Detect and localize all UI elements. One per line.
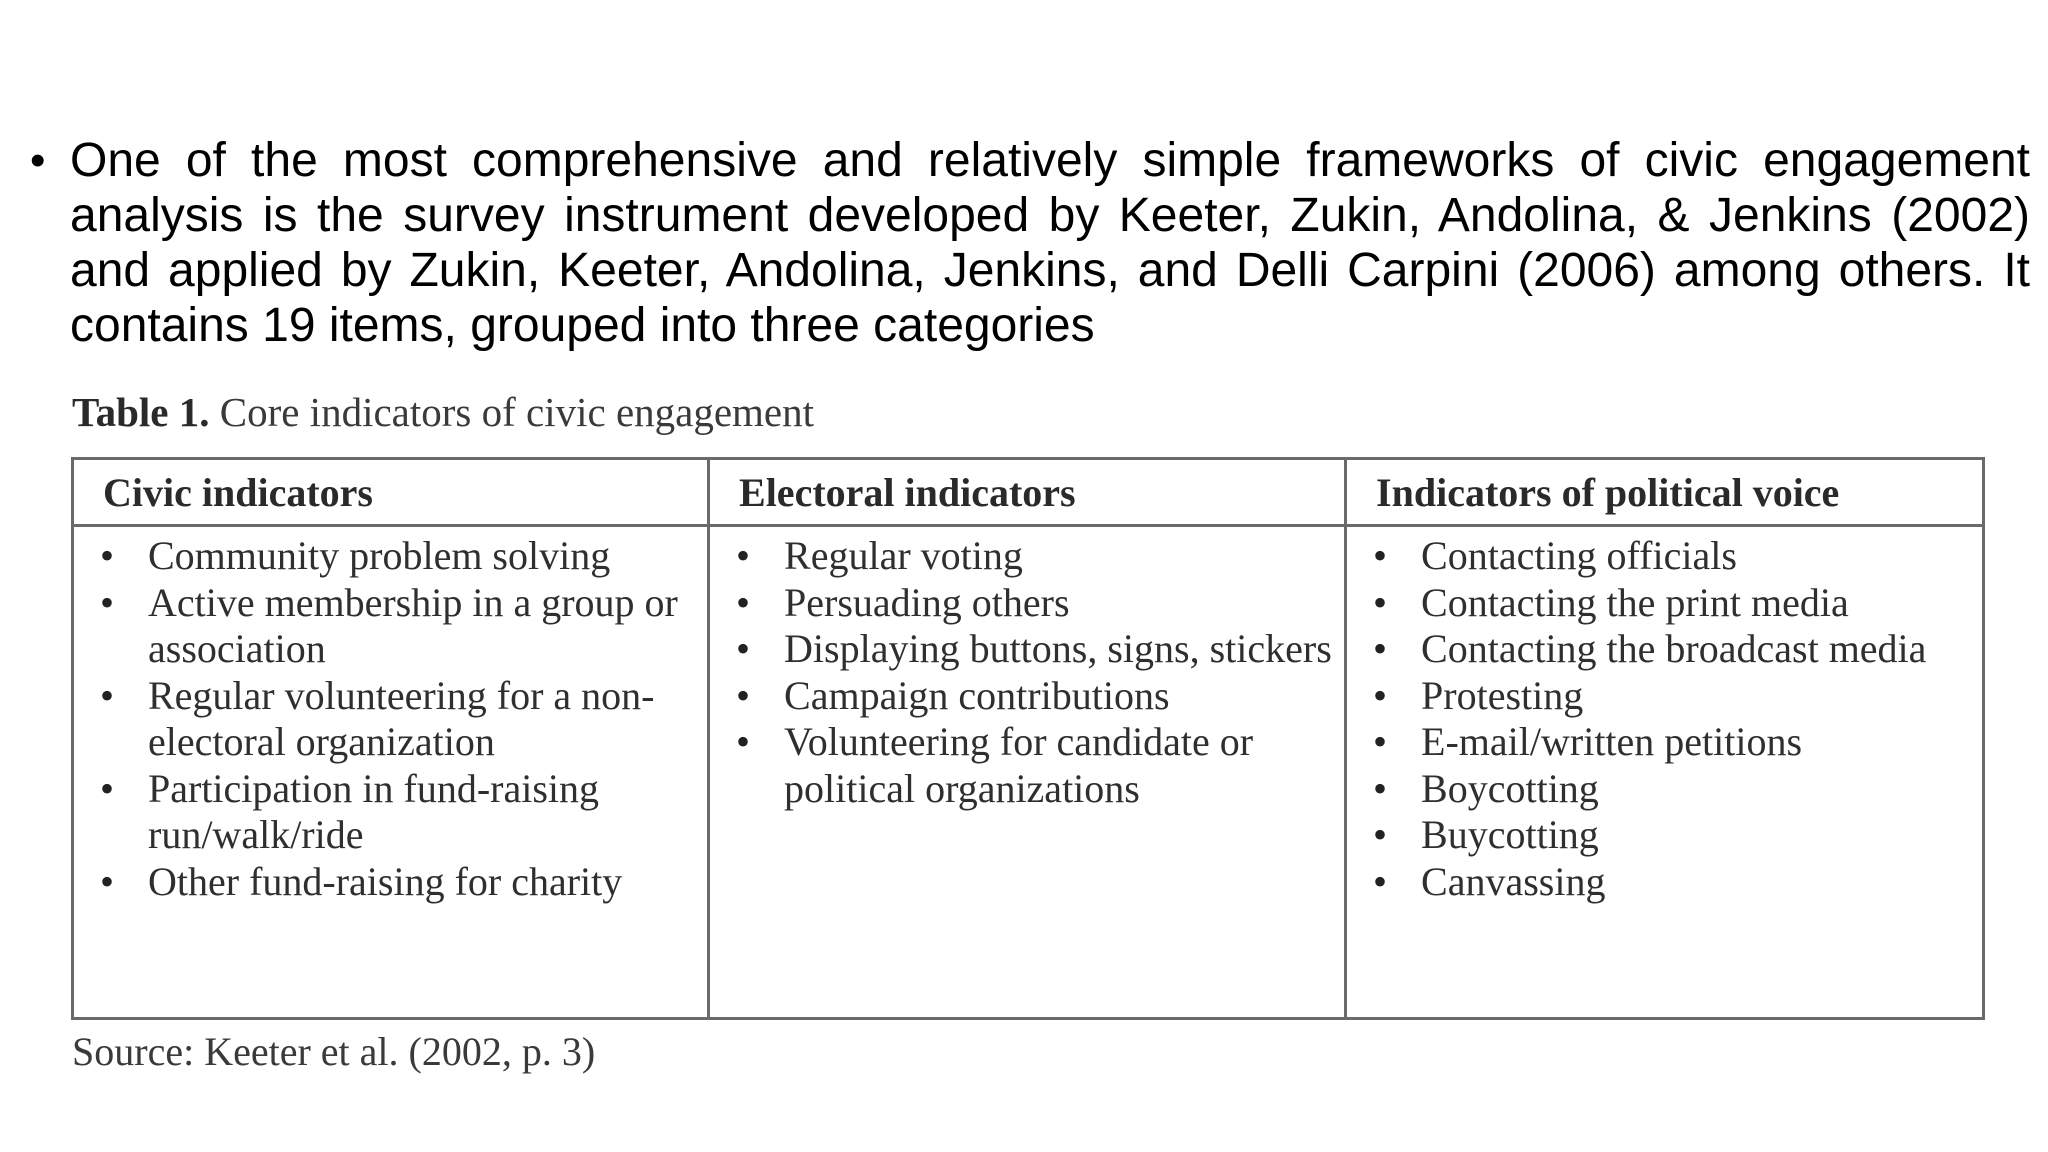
list-item: • Community problem solving bbox=[100, 533, 699, 580]
table-caption-text: Core indicators of civic engagement bbox=[219, 389, 815, 435]
political-voice-indicators-list bbox=[1373, 533, 1974, 905]
table-header-row bbox=[73, 459, 1984, 526]
table-caption-label: Table 1. bbox=[72, 389, 210, 435]
civic-indicators-list bbox=[100, 533, 699, 905]
list-item: • Other fund-raising for charity bbox=[100, 859, 699, 906]
list-item: • Volunteering for candidate or political organizations bbox=[736, 719, 1336, 812]
intro-text: One of the most comprehensive and relatively simple frameworks of civic engagement analysis is the survey instrument developed by Keeter, Zukin, Andolina, & Jenkins (2002) and applied by Zukin, Keeter, Andolina, Jenkins, and Delli Carpini (2006) among others. It contains 19 items, grouped into three categories bbox=[70, 134, 2030, 352]
electoral-indicators-list bbox=[736, 533, 1336, 812]
political-voice-indicators-cell bbox=[1346, 526, 1984, 1019]
civic-indicators-cell bbox=[73, 526, 709, 1019]
header-electoral: Electoral indicators bbox=[709, 459, 1346, 526]
list-item: • Protesting bbox=[1373, 673, 1974, 720]
list-item: • Buycotting bbox=[1373, 812, 1974, 859]
list-item: • Campaign contributions bbox=[736, 673, 1336, 720]
list-item: • Displaying buttons, signs, stickers bbox=[736, 626, 1336, 673]
electoral-indicators-cell bbox=[709, 526, 1346, 1019]
header-political-voice: Indicators of political voice bbox=[1346, 459, 1984, 526]
list-item: • Persuading others bbox=[736, 580, 1336, 627]
table-source: Source: Keeter et al. (2002, p. 3) bbox=[72, 1029, 596, 1074]
list-item: • Regular voting bbox=[736, 533, 1336, 580]
list-item: • Participation in fund-raising run/walk/ride bbox=[100, 766, 699, 859]
table-caption bbox=[72, 388, 814, 436]
list-item: • Boycotting bbox=[1373, 766, 1974, 813]
list-item: • E-mail/written petitions bbox=[1373, 719, 1974, 766]
core-indicators-table bbox=[71, 457, 1985, 1020]
list-item: • Contacting the broadcast media bbox=[1373, 626, 1974, 673]
list-item: • Canvassing bbox=[1373, 859, 1974, 906]
list-item: • Regular volunteering for a non-electoral organization bbox=[100, 673, 699, 766]
bullet-dot-icon: • bbox=[30, 136, 46, 185]
list-item: • Active membership in a group or association bbox=[100, 580, 699, 673]
intro-bullet bbox=[30, 133, 2036, 353]
list-item: • Contacting the print media bbox=[1373, 580, 1974, 627]
table-body-row bbox=[73, 526, 1984, 1019]
header-civic: Civic indicators bbox=[73, 459, 709, 526]
list-item: • Contacting officials bbox=[1373, 533, 1974, 580]
